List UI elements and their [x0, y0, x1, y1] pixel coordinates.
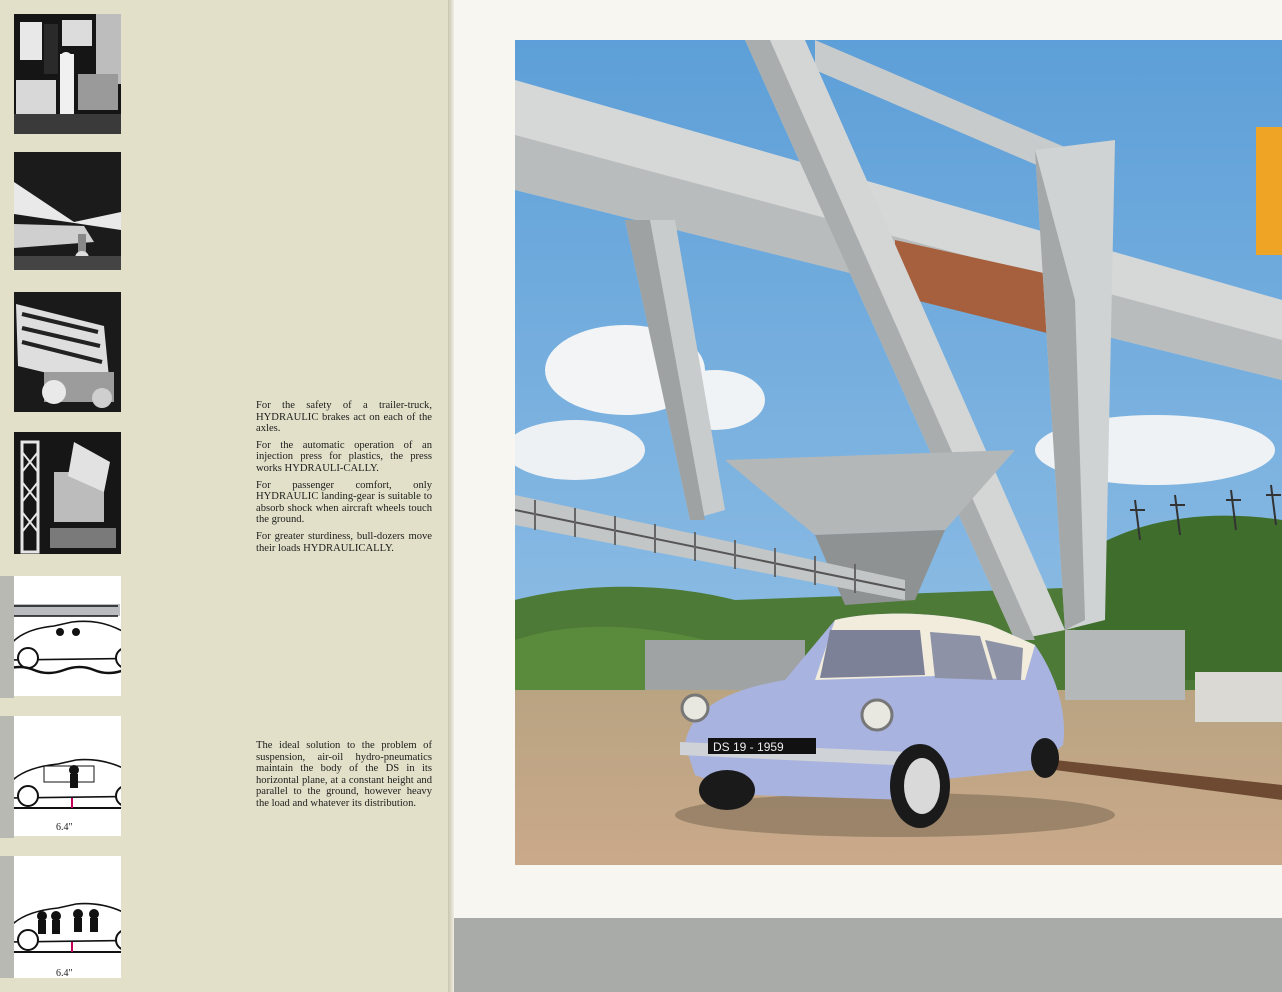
- truck-photo-icon: [14, 292, 121, 412]
- suspension-text-block: [256, 740, 432, 815]
- height-caption: 6.4": [56, 822, 73, 833]
- bottom-grey-band: [454, 918, 1282, 992]
- grey-strip: [0, 716, 14, 838]
- press-photo-icon: [14, 432, 121, 554]
- grey-strip: [0, 856, 14, 978]
- car-wave-icon: [14, 576, 121, 696]
- factory-photo-icon: [14, 14, 121, 134]
- aircraft-photo-icon: [14, 152, 121, 270]
- intro-paragraph: For passenger comfort, only HYDRAULIC landing-gear is suitable to absorb shock when aircraft wheels touch the ground.: [256, 479, 432, 526]
- car-passengers-icon: [14, 856, 121, 978]
- intro-text-block: [256, 400, 432, 559]
- intro-paragraph: For the safety of a trailer-truck, HYDRAULIC brakes act on each of the axles.: [256, 400, 432, 435]
- intro-paragraph: For the automatic operation of an injection press for plastics, the press works HYDRAULI-CALLY.: [256, 439, 432, 474]
- license-plate-text: DS 19 - 1959: [713, 740, 784, 754]
- car-gantry-photo: [515, 40, 1282, 865]
- intro-paragraph: For greater sturdiness, bull-dozers move their loads HYDRAULICALLY.: [256, 530, 432, 554]
- height-caption: 6.4": [56, 968, 73, 979]
- suspension-paragraph: The ideal solution to the problem of suspension, air-oil hydro-pneumatics maintain the body of the DS in its horizontal plane, at a constant height and parallel to the ground, however heavy the load and whatever its distribution.: [256, 740, 432, 809]
- grey-strip: [0, 576, 14, 698]
- car-driver-icon: [14, 716, 121, 836]
- orange-page-tab: [1256, 127, 1282, 255]
